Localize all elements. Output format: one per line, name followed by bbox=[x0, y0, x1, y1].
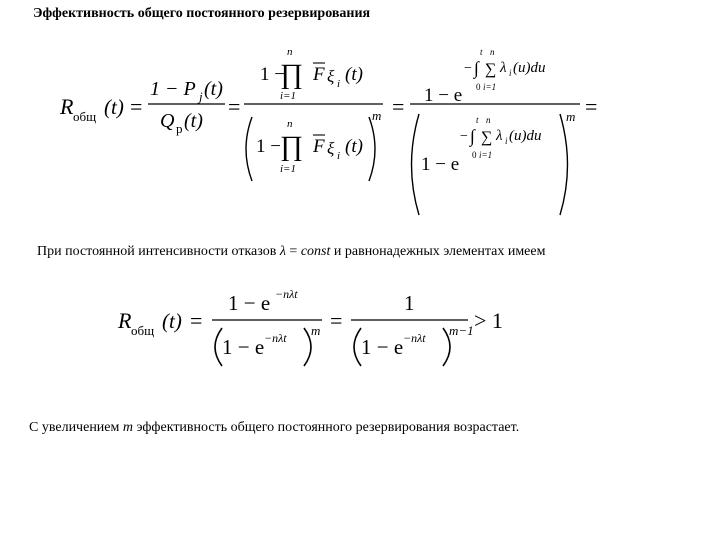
xi-num: ξ bbox=[327, 67, 335, 86]
exp-minus-den: − bbox=[460, 129, 468, 144]
lambda-symbol: λ bbox=[279, 244, 286, 259]
f2-frac1-right-paren bbox=[304, 328, 311, 366]
prod-lower-i: i=1 bbox=[280, 90, 296, 102]
sum-lower-den: i=1 bbox=[479, 150, 493, 160]
f2-greater-than-one: > 1 bbox=[474, 308, 503, 333]
f2-den2-inner: 1 − e bbox=[361, 335, 404, 359]
f2-equals-1: = bbox=[190, 308, 203, 333]
sentence2-after: эффективность общего постоянного резервирования возрастает. bbox=[133, 420, 520, 435]
exp-minus-num: − bbox=[464, 61, 472, 76]
frac2-exponent-m: m bbox=[372, 108, 382, 123]
frac3-right-paren bbox=[560, 114, 568, 215]
f2-den2-exp: −nλt bbox=[403, 331, 426, 345]
sentence2-before: С увеличением bbox=[29, 420, 123, 435]
formula-1-svg bbox=[0, 0, 720, 230]
f2-den1-inner: 1 − e bbox=[222, 335, 265, 359]
frac3-exponent-m: m bbox=[566, 109, 576, 124]
f2-frac1-left-paren bbox=[215, 328, 222, 366]
xi-den-sub: i bbox=[337, 150, 341, 162]
sum-den: ∑ bbox=[481, 129, 493, 146]
prod-upper-n-den: n bbox=[287, 118, 293, 130]
frac1-denominator: Q bbox=[160, 110, 175, 132]
f2-frac2-left-paren bbox=[354, 328, 361, 366]
sentence-conclusion bbox=[29, 420, 519, 436]
equals-2: = bbox=[228, 94, 241, 119]
bar-F-den: F bbox=[313, 136, 325, 157]
frac1-numerator: 1 − P bbox=[150, 78, 196, 100]
sum-upper-den: n bbox=[486, 115, 491, 125]
lambda-den-sub: i bbox=[505, 136, 508, 146]
frac3-denominator: 1 − e bbox=[421, 154, 460, 175]
f2-lhs-R: R bbox=[118, 308, 132, 333]
int-upper-num: t bbox=[480, 47, 483, 57]
equals-3: = bbox=[392, 94, 405, 119]
frac2-right-paren bbox=[369, 117, 375, 181]
lambda-num: λ bbox=[500, 60, 507, 76]
f2-den1-exp: −nλt bbox=[264, 331, 287, 345]
sentence1-equals: = bbox=[285, 244, 301, 259]
int-upper-den: t bbox=[476, 115, 479, 125]
frac1-denominator-arg: (t) bbox=[184, 110, 203, 132]
lambda-den: λ bbox=[496, 128, 503, 144]
f2-num2: 1 bbox=[404, 291, 415, 315]
page-title: Эффективность общего постоянного резервирования bbox=[33, 6, 371, 21]
frac2-den-one: 1 − bbox=[256, 136, 281, 157]
xi-num-sub: i bbox=[337, 78, 341, 90]
product-symbol-den: ∏ bbox=[280, 131, 304, 162]
equals-4: = bbox=[585, 94, 598, 119]
frac1-numerator-sub: j bbox=[199, 89, 203, 104]
frac2-left-paren bbox=[246, 117, 252, 181]
sum-num: ∑ bbox=[485, 61, 497, 78]
product-symbol: ∏ bbox=[280, 59, 304, 90]
int-lower-num: 0 bbox=[476, 82, 481, 92]
bar-F-num: F bbox=[313, 64, 325, 85]
sum-upper-num: n bbox=[490, 47, 495, 57]
arg-den: (t) bbox=[345, 136, 363, 157]
frac3-left-paren bbox=[412, 114, 420, 215]
arg-num: (t) bbox=[345, 64, 363, 85]
sentence1-after: и равнонадежных элементах имеем bbox=[330, 244, 546, 259]
lhs-subscript: общ bbox=[73, 109, 97, 124]
frac2-num-one: 1 − bbox=[260, 64, 285, 85]
int-lower-den: 0 bbox=[472, 150, 477, 160]
prod-lower-i-den: i=1 bbox=[280, 163, 296, 175]
lambda-num-arg: (u)du bbox=[513, 60, 546, 76]
f2-num1-exp: −nλt bbox=[275, 287, 298, 301]
formula-2-svg bbox=[0, 270, 720, 390]
const-word: const bbox=[300, 244, 331, 259]
xi-den: ξ bbox=[327, 139, 335, 158]
sentence-constant-intensity bbox=[37, 244, 545, 260]
f2-den1-pow: m bbox=[311, 323, 321, 338]
sentence1-before: При постоянной интенсивности отказов bbox=[37, 244, 280, 259]
f2-lhs-subscript: общ bbox=[131, 323, 155, 338]
m-symbol: m bbox=[122, 420, 133, 435]
integral-den: ∫ bbox=[470, 126, 475, 146]
frac1-numerator-arg: (t) bbox=[204, 78, 223, 100]
f2-den2-pow: m−1 bbox=[449, 323, 474, 338]
f2-lhs-arg: (t) bbox=[162, 309, 182, 333]
integral-num: ∫ bbox=[474, 58, 479, 78]
f2-num1: 1 − e bbox=[228, 291, 271, 315]
prod-upper-n: n bbox=[287, 46, 293, 58]
lhs-R: R bbox=[60, 94, 74, 119]
sum-lower-num: i=1 bbox=[483, 82, 497, 92]
frac1-denominator-sub: p bbox=[176, 121, 183, 136]
lhs-arg: (t) bbox=[104, 95, 124, 119]
equals-1: = bbox=[130, 94, 143, 119]
lambda-num-sub: i bbox=[509, 68, 512, 78]
lambda-den-arg: (u)du bbox=[509, 128, 542, 144]
frac3-numerator: 1 − e bbox=[424, 85, 463, 106]
f2-equals-2: = bbox=[330, 308, 343, 333]
